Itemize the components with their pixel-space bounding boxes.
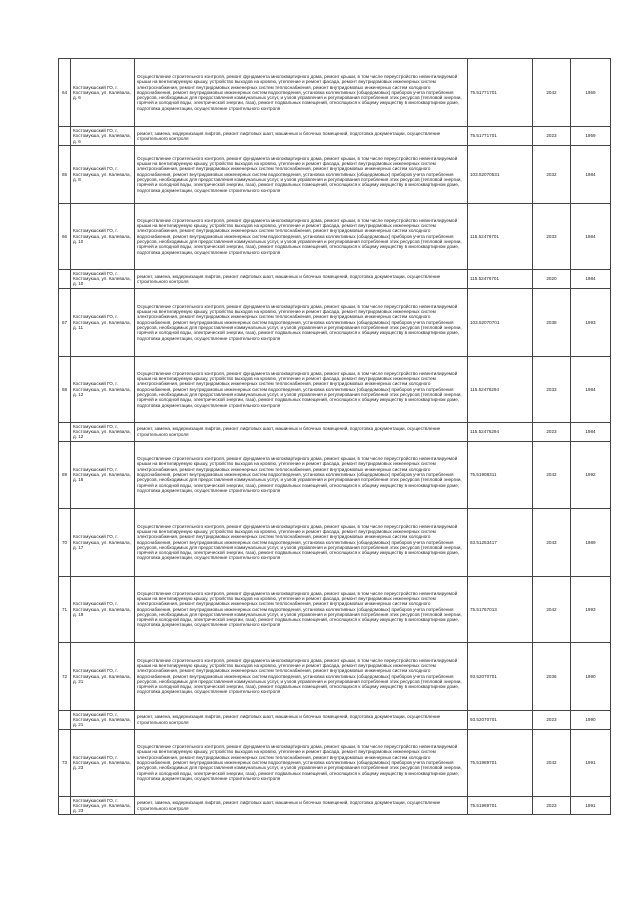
planned-year-cell: 2033 [533,356,571,422]
work-description-cell: ремонт, замена, модернизация лифтов, ремонт лифтовых шахт, машинных и блочных помещений, подготовка документации, осуществление строительного контроля [135,710,468,729]
work-description-cell: Осуществление строительного контроля, ремонт фундамента многоквартирного дома, ремонт крыши, в том числе переустройство невентилируемой крыши на вентилируемую крышу, устройство выходов на кровлю, утепление и ремонт фасада, ремонт внутридомовых инженерных систем электроснабжения, ремонт внутридомовых инженерных систем теплоснабжения, ремонт внутридомовых инженерных систем холодного водоснабжения, ремонт внутридомовых инженерных систем водоотведения, установка коллективных (общедомовых) приборов учета потребления ресурсов, необходимых для предоставления коммунальных услуг, и узлов управления и регулирования потребления этих ресурсов (тепловой энергии, горячей и холодной воды, электрической энергии, газа), ремонт подвальных помещений, относящихся к общему имуществу в многоквартирном доме, подготовка документации, осуществление строительного контроля [135,576,468,642]
built-year-cell: 1959 [571,59,611,127]
work-description-cell: Осуществление строительного контроля, ремонт фундамента многоквартирного дома, ремонт крыши, в том числе переустройство невентилируемой крыши на вентилируемую крышу, устройство выходов на кровлю, утепление и ремонт фасада, ремонт внутридомовых инженерных систем электроснабжения, ремонт внутридомовых инженерных систем теплоснабжения, ремонт внутридомовых инженерных систем холодного водоснабжения, ремонт внутридомовых инженерных систем водоотведения, установка коллективных (общедомовых) приборов учета потребления ресурсов, необходимых для предоставления коммунальных услуг, и узлов управления и регулирования потребления этих ресурсов (тепловой энергии, горячей и холодной воды, электрической энергии, газа), ремонт подвальных помещений, относящихся к общему имуществу в многоквартирном доме, подготовка документации, осуществление строительного контроля [135,288,468,356]
table-row [59,441,611,508]
built-year-cell: 1993 [571,288,611,356]
table-row [59,203,611,269]
table-row [59,796,611,815]
table-row [59,642,611,710]
code-cell: 75.51989701 [468,729,533,796]
built-year-cell: 1991 [571,729,611,796]
address-cell: Костомукшский ГО, г. Костомукша, ул. Калевала, д. 10 [71,203,135,269]
work-description-cell: ремонт, замена, модернизация лифтов, ремонт лифтовых шахт, машинных и блочных помещений, подготовка документации, осуществление строительного контроля [135,422,468,441]
planned-year-cell: 2036 [533,642,571,710]
row-number: 70 [59,508,71,576]
planned-year-cell: 2023 [533,796,571,815]
planned-year-cell: 2042 [533,729,571,796]
row-number: 65 [59,145,71,203]
table-row [59,356,611,422]
built-year-cell: 1990 [571,642,611,710]
built-year-cell: 1992 [571,441,611,508]
work-description-cell: Осуществление строительного контроля, ремонт фундамента многоквартирного дома, ремонт крыши, в том числе переустройство невентилируемой крыши на вентилируемую крышу, устройство выходов на кровлю, утепление и ремонт фасада, ремонт внутридомовых инженерных систем электроснабжения, ремонт внутридомовых инженерных систем теплоснабжения, ремонт внутридомовых инженерных систем холодного водоснабжения, ремонт внутридомовых инженерных систем водоотведения, установка коллективных (общедомовых) приборов учета потребления ресурсов, необходимых для предоставления коммунальных услуг, и узлов управления и регулирования потребления этих ресурсов (тепловой энергии, горячей и холодной воды, электрической энергии, газа), ремонт подвальных помещений, относящихся к общему имуществу в многоквартирном доме, подготовка документации, осуществление строительного контроля [135,203,468,269]
work-description-cell: Осуществление строительного контроля, ремонт фундамента многоквартирного дома, ремонт крыши, в том числе переустройство невентилируемой крыши на вентилируемую крышу, устройство выходов на кровлю, утепление и ремонт фасада, ремонт внутридомовых инженерных систем электроснабжения, ремонт внутридомовых инженерных систем теплоснабжения, ремонт внутридомовых инженерных систем холодного водоснабжения, ремонт внутридомовых инженерных систем водоотведения, установка коллективных (общедомовых) приборов учета потребления ресурсов, необходимых для предоставления коммунальных услуг, и узлов управления и регулирования потребления этих ресурсов (тепловой энергии, горячей и холодной воды, электрической энергии, газа), ремонт подвальных помещений, относящихся к общему имуществу в многоквартирном доме, подготовка документации, осуществление строительного контроля [135,642,468,710]
capital-repair-table [58,58,611,815]
table-row [59,59,611,127]
work-description-cell: Осуществление строительного контроля, ремонт фундамента многоквартирного дома, ремонт крыши, в том числе переустройство невентилируемой крыши на вентилируемую крышу, устройство выходов на кровлю, утепление и ремонт фасада, ремонт внутридомовых инженерных систем электроснабжения, ремонт внутридомовых инженерных систем теплоснабжения, ремонт внутридомовых инженерных систем холодного водоснабжения, ремонт внутридомовых инженерных систем водоотведения, установка коллективных (общедомовых) приборов учета потребления ресурсов, необходимых для предоставления коммунальных услуг, и узлов управления и регулирования потребления этих ресурсов (тепловой энергии, горячей и холодной воды, электрической энергии, газа), ремонт подвальных помещений, относящихся к общему имуществу в многоквартирном доме, подготовка документации, осуществление строительного контроля [135,356,468,422]
code-cell: 63.51253417 [468,508,533,576]
row-number: 64 [59,59,71,127]
row-number [59,269,71,288]
code-cell: 103.52070531 [468,145,533,203]
code-cell: 103.52070701 [468,288,533,356]
built-year-cell: 1990 [571,710,611,729]
table-row [59,710,611,729]
address-cell: Костомукшский ГО, г. Костомукша, ул. Калевала, д. 12 [71,422,135,441]
address-cell: Костомукшский ГО, г. Костомукша, ул. Калевала, д. 21 [71,642,135,710]
planned-year-cell: 2038 [533,288,571,356]
table-row [59,145,611,203]
row-number: 71 [59,576,71,642]
table-row [59,576,611,642]
row-number [59,422,71,441]
row-number: 73 [59,729,71,796]
row-number: 72 [59,642,71,710]
address-cell: Костомукшский ГО, г. Костомукша, ул. Калевала, д. 6 [71,127,135,146]
code-cell: 115.52476701 [468,269,533,288]
built-year-cell: 1959 [571,127,611,146]
planned-year-cell: 2042 [533,441,571,508]
address-cell: Костомукшский ГО, г. Костомукша, ул. Калевала, д. 23 [71,796,135,815]
work-description-cell: Осуществление строительного контроля, ремонт фундамента многоквартирного дома, ремонт крыши, в том числе переустройство невентилируемой крыши на вентилируемую крышу, устройство выходов на кровлю, утепление и ремонт фасада, ремонт внутридомовых инженерных систем электроснабжения, ремонт внутридомовых инженерных систем теплоснабжения, ремонт внутридомовых инженерных систем холодного водоснабжения, ремонт внутридомовых инженерных систем водоотведения, установка коллективных (общедомовых) приборов учета потребления ресурсов, необходимых для предоставления коммунальных услуг, и узлов управления и регулирования потребления этих ресурсов (тепловой энергии, горячей и холодной воды, электрической энергии, газа), ремонт подвальных помещений, относящихся к общему имуществу в многоквартирном доме, подготовка документации, осуществление строительного контроля [135,145,468,203]
address-cell: Костомукшский ГО, г. Костомукша, ул. Калевала, д. 10 [71,269,135,288]
address-cell: Костомукшский ГО, г. Костомукша, ул. Калевала, д. 12 [71,356,135,422]
planned-year-cell: 2042 [533,59,571,127]
address-cell: Костомукшский ГО, г. Костомукша, ул. Калевала, д. 16 [71,441,135,508]
table-row [59,729,611,796]
code-cell: 75.51989701 [468,796,533,815]
address-cell: Костомукшский ГО, г. Костомукша, ул. Калевала, д. 17 [71,508,135,576]
built-year-cell: 1993 [571,576,611,642]
work-description-cell: ремонт, замена, модернизация лифтов, ремонт лифтовых шахт, машинных и блочных помещений, подготовка документации, осуществление строительного контроля [135,269,468,288]
work-description-cell: Осуществление строительного контроля, ремонт фундамента многоквартирного дома, ремонт крыши, в том числе переустройство невентилируемой крыши на вентилируемую крышу, устройство выходов на кровлю, утепление и ремонт фасада, ремонт внутридомовых инженерных систем электроснабжения, ремонт внутридомовых инженерных систем теплоснабжения, ремонт внутридомовых инженерных систем холодного водоснабжения, ремонт внутридомовых инженерных систем водоотведения, установка коллективных (общедомовых) приборов учета потребления ресурсов, необходимых для предоставления коммунальных услуг, и узлов управления и регулирования потребления этих ресурсов (тепловой энергии, горячей и холодной воды, электрической энергии, газа), ремонт подвальных помещений, относящихся к общему имуществу в многоквартирном доме, подготовка документации, осуществление строительного контроля [135,508,468,576]
work-description-cell: ремонт, замена, модернизация лифтов, ремонт лифтовых шахт, машинных и блочных помещений, подготовка документации, осуществление строительного контроля [135,127,468,146]
work-description-cell: Осуществление строительного контроля, ремонт фундамента многоквартирного дома, ремонт крыши, в том числе переустройство невентилируемой крыши на вентилируемую крышу, устройство выходов на кровлю, утепление и ремонт фасада, ремонт внутридомовых инженерных систем электроснабжения, ремонт внутридомовых инженерных систем теплоснабжения, ремонт внутридомовых инженерных систем холодного водоснабжения, ремонт внутридомовых инженерных систем водоотведения, установка коллективных (общедомовых) приборов учета потребления ресурсов, необходимых для предоставления коммунальных услуг, и узлов управления и регулирования потребления этих ресурсов (тепловой энергии, горячей и холодной воды, электрической энергии, газа), ремонт подвальных помещений, относящихся к общему имуществу в многоквартирном доме, подготовка документации, осуществление строительного контроля [135,59,468,127]
address-cell: Костомукшский ГО, г. Костомукша, ул. Калевала, д. 21 [71,710,135,729]
planned-year-cell: 2043 [533,508,571,576]
code-cell: 115.52476701 [468,203,533,269]
address-cell: Костомукшский ГО, г. Костомукша, ул. Калевала, д. 8 [71,145,135,203]
address-cell: Костомукшский ГО, г. Костомукша, ул. Калевала, д. 6 [71,59,135,127]
built-year-cell: 1989 [571,508,611,576]
planned-year-cell: 2023 [533,422,571,441]
code-cell: 93.52070701 [468,642,533,710]
built-year-cell: 1984 [571,356,611,422]
row-number [59,710,71,729]
row-number [59,796,71,815]
table-row [59,288,611,356]
planned-year-cell: 2023 [533,710,571,729]
row-number: 69 [59,441,71,508]
planned-year-cell: 2033 [533,203,571,269]
built-year-cell: 1984 [571,269,611,288]
built-year-cell: 1984 [571,145,611,203]
row-number: 66 [59,203,71,269]
code-cell: 75.51908311 [468,441,533,508]
address-cell: Костомукшский ГО, г. Костомукша, ул. Калевала, д. 11 [71,288,135,356]
table-row [59,269,611,288]
code-cell: 75.51767013 [468,576,533,642]
built-year-cell: 1991 [571,796,611,815]
planned-year-cell: 2042 [533,576,571,642]
address-cell: Костомукшский ГО, г. Костомукша, ул. Калевала, д. 23 [71,729,135,796]
code-cell: 115.52476294 [468,356,533,422]
row-number [59,127,71,146]
code-cell: 75.51771701 [468,127,533,146]
planned-year-cell: 2032 [533,145,571,203]
code-cell: 115.52476294 [468,422,533,441]
table-row [59,127,611,146]
table-body [59,59,611,815]
address-cell: Костомукшский ГО, г. Костомукша, ул. Калевала, д. 19 [71,576,135,642]
code-cell: 93.52070701 [468,710,533,729]
work-description-cell: Осуществление строительного контроля, ремонт фундамента многоквартирного дома, ремонт крыши, в том числе переустройство невентилируемой крыши на вентилируемую крышу, устройство выходов на кровлю, утепление и ремонт фасада, ремонт внутридомовых инженерных систем электроснабжения, ремонт внутридомовых инженерных систем теплоснабжения, ремонт внутридомовых инженерных систем холодного водоснабжения, ремонт внутридомовых инженерных систем водоотведения, установка коллективных (общедомовых) приборов учета потребления ресурсов, необходимых для предоставления коммунальных услуг, и узлов управления и регулирования потребления этих ресурсов (тепловой энергии, горячей и холодной воды, электрической энергии, газа), ремонт подвальных помещений, относящихся к общему имуществу в многоквартирном доме, подготовка документации, осуществление строительного контроля [135,729,468,796]
built-year-cell: 1984 [571,422,611,441]
work-description-cell: ремонт, замена, модернизация лифтов, ремонт лифтовых шахт, машинных и блочных помещений, подготовка документации, осуществление строительного контроля [135,796,468,815]
row-number: 67 [59,288,71,356]
table-row [59,422,611,441]
planned-year-cell: 2020 [533,269,571,288]
code-cell: 75.51771701 [468,59,533,127]
table-row [59,508,611,576]
row-number: 68 [59,356,71,422]
planned-year-cell: 2023 [533,127,571,146]
built-year-cell: 1984 [571,203,611,269]
work-description-cell: Осуществление строительного контроля, ремонт фундамента многоквартирного дома, ремонт крыши, в том числе переустройство невентилируемой крыши на вентилируемую крышу, устройство выходов на кровлю, утепление и ремонт фасада, ремонт внутридомовых инженерных систем электроснабжения, ремонт внутридомовых инженерных систем теплоснабжения, ремонт внутридомовых инженерных систем холодного водоснабжения, ремонт внутридомовых инженерных систем водоотведения, установка коллективных (общедомовых) приборов учета потребления ресурсов, необходимых для предоставления коммунальных услуг, и узлов управления и регулирования потребления этих ресурсов (тепловой энергии, горячей и холодной воды, электрической энергии, газа), ремонт подвальных помещений, относящихся к общему имуществу в многоквартирном доме, подготовка документации, осуществление строительного контроля [135,441,468,508]
